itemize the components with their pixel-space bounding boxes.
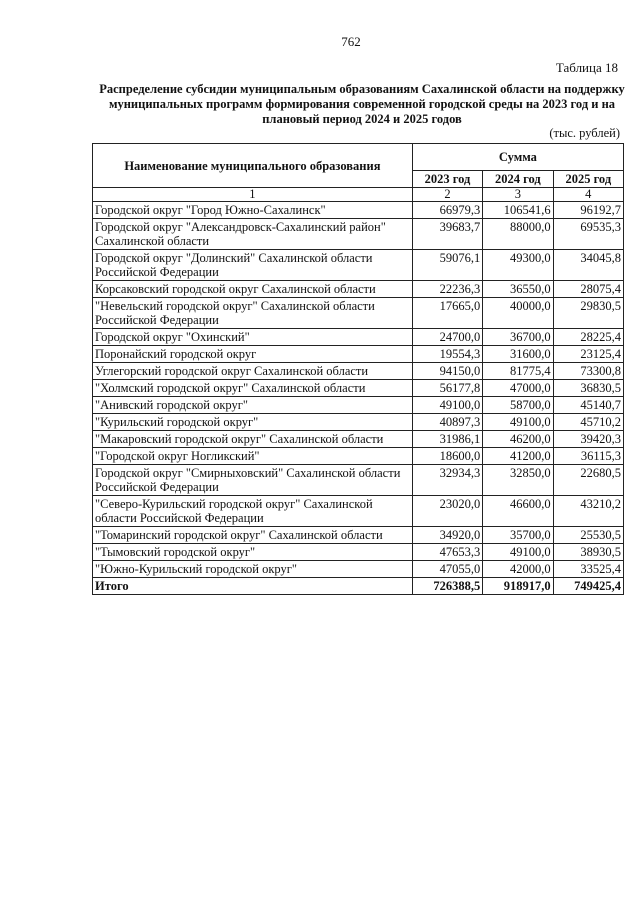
value-2023: 22236,3: [412, 281, 482, 298]
value-2024: 32850,0: [483, 465, 553, 496]
value-2024: 46600,0: [483, 496, 553, 527]
table-row: [93, 431, 624, 448]
value-2024: 47000,0: [483, 380, 553, 397]
municipality-name: Городской округ "Охинский": [93, 329, 413, 346]
value-2023: 66979,3: [412, 202, 482, 219]
header-index-1: 1: [93, 188, 413, 202]
table-row: [93, 527, 624, 544]
value-2025: 96192,7: [553, 202, 623, 219]
value-2025: 33525,4: [553, 561, 623, 578]
table-row: [93, 448, 624, 465]
value-2025: 45710,2: [553, 414, 623, 431]
table-row: [93, 281, 624, 298]
municipality-name: "Невельский городской округ" Сахалинской области Российской Федерации: [93, 298, 413, 329]
value-2025: 43210,2: [553, 496, 623, 527]
value-2024: 35700,0: [483, 527, 553, 544]
table-row: [93, 414, 624, 431]
municipality-name: "Северо-Курильский городской округ" Сахалинской области Российской Федерации: [93, 496, 413, 527]
value-2025: 39420,3: [553, 431, 623, 448]
table-row: [93, 363, 624, 380]
value-2023: 17665,0: [412, 298, 482, 329]
header-year-2025: 2025 год: [553, 171, 623, 188]
value-2023: 59076,1: [412, 250, 482, 281]
value-2024: 49100,0: [483, 414, 553, 431]
value-2023: 31986,1: [412, 431, 482, 448]
table-body: [93, 202, 624, 578]
value-2025: 38930,5: [553, 544, 623, 561]
header-name: Наименование муниципального образования: [93, 144, 413, 188]
value-2023: 56177,8: [412, 380, 482, 397]
value-2023: 47653,3: [412, 544, 482, 561]
value-2025: 25530,5: [553, 527, 623, 544]
municipality-name: "Томаринский городской округ" Сахалинской области: [93, 527, 413, 544]
value-2023: 34920,0: [412, 527, 482, 544]
document-title: Распределение субсидии муниципальным образованиям Сахалинской области на поддержку муниципальных программ формирования современной городской среды на 2023 год и на плановый период 2024 и 2025 годов: [99, 82, 625, 126]
value-2024: 106541,6: [483, 202, 553, 219]
total-label: Итого: [93, 578, 413, 595]
value-2023: 24700,0: [412, 329, 482, 346]
value-2023: 18600,0: [412, 448, 482, 465]
table-row: [93, 202, 624, 219]
value-2024: 46200,0: [483, 431, 553, 448]
header-year-2024: 2024 год: [483, 171, 553, 188]
value-2023: 40897,3: [412, 414, 482, 431]
value-2023: 23020,0: [412, 496, 482, 527]
total-2025: 749425,4: [553, 578, 623, 595]
value-2023: 47055,0: [412, 561, 482, 578]
table-row: [93, 329, 624, 346]
value-2025: 28075,4: [553, 281, 623, 298]
municipality-name: "Тымовский городской округ": [93, 544, 413, 561]
value-2024: 81775,4: [483, 363, 553, 380]
table-row: [93, 544, 624, 561]
total-2023: 726388,5: [412, 578, 482, 595]
header-index-2: 2: [412, 188, 482, 202]
table-row: [93, 219, 624, 250]
value-2023: 49100,0: [412, 397, 482, 414]
value-2025: 69535,3: [553, 219, 623, 250]
municipality-name: Поронайский городской округ: [93, 346, 413, 363]
value-2024: 36700,0: [483, 329, 553, 346]
table-label: Таблица 18: [555, 60, 618, 75]
value-2025: 28225,4: [553, 329, 623, 346]
total-row: [93, 578, 624, 595]
units-label: (тыс. рублей): [549, 126, 620, 140]
page-number: 762: [341, 34, 361, 49]
value-2023: 32934,3: [412, 465, 482, 496]
value-2025: 29830,5: [553, 298, 623, 329]
value-2024: 49100,0: [483, 544, 553, 561]
value-2024: 42000,0: [483, 561, 553, 578]
value-2023: 19554,3: [412, 346, 482, 363]
value-2024: 49300,0: [483, 250, 553, 281]
total-2024: 918917,0: [483, 578, 553, 595]
subsidy-table: [92, 143, 624, 595]
value-2024: 40000,0: [483, 298, 553, 329]
municipality-name: Городской округ "Город Южно-Сахалинск": [93, 202, 413, 219]
value-2023: 39683,7: [412, 219, 482, 250]
municipality-name: Городской округ "Долинский" Сахалинской области Российской Федерации: [93, 250, 413, 281]
table-row: [93, 250, 624, 281]
table-row: [93, 397, 624, 414]
header-year-2023: 2023 год: [412, 171, 482, 188]
value-2024: 41200,0: [483, 448, 553, 465]
municipality-name: "Курильский городской округ": [93, 414, 413, 431]
municipality-name: "Южно-Курильский городской округ": [93, 561, 413, 578]
value-2025: 34045,8: [553, 250, 623, 281]
table-row: [93, 465, 624, 496]
value-2024: 58700,0: [483, 397, 553, 414]
value-2025: 23125,4: [553, 346, 623, 363]
value-2023: 94150,0: [412, 363, 482, 380]
municipality-name: "Городской округ Ногликский": [93, 448, 413, 465]
municipality-name: Городской округ "Смирныховский" Сахалинской области Российской Федерации: [93, 465, 413, 496]
municipality-name: "Анивский городской округ": [93, 397, 413, 414]
table-row: [93, 561, 624, 578]
header-index-3: 3: [483, 188, 553, 202]
value-2024: 36550,0: [483, 281, 553, 298]
municipality-name: "Холмский городской округ" Сахалинской области: [93, 380, 413, 397]
table-row: [93, 346, 624, 363]
table-row: [93, 298, 624, 329]
value-2025: 73300,8: [553, 363, 623, 380]
municipality-name: "Макаровский городской округ" Сахалинской области: [93, 431, 413, 448]
value-2025: 36115,3: [553, 448, 623, 465]
municipality-name: Корсаковский городской округ Сахалинской области: [93, 281, 413, 298]
table-row: [93, 496, 624, 527]
municipality-name: Углегорский городской округ Сахалинской области: [93, 363, 413, 380]
value-2024: 88000,0: [483, 219, 553, 250]
municipality-name: Городской округ "Александровск-Сахалинский район" Сахалинской области: [93, 219, 413, 250]
header-sum: Сумма: [412, 144, 623, 171]
table-row: [93, 380, 624, 397]
header-index-4: 4: [553, 188, 623, 202]
value-2025: 22680,5: [553, 465, 623, 496]
value-2024: 31600,0: [483, 346, 553, 363]
value-2025: 45140,7: [553, 397, 623, 414]
value-2025: 36830,5: [553, 380, 623, 397]
